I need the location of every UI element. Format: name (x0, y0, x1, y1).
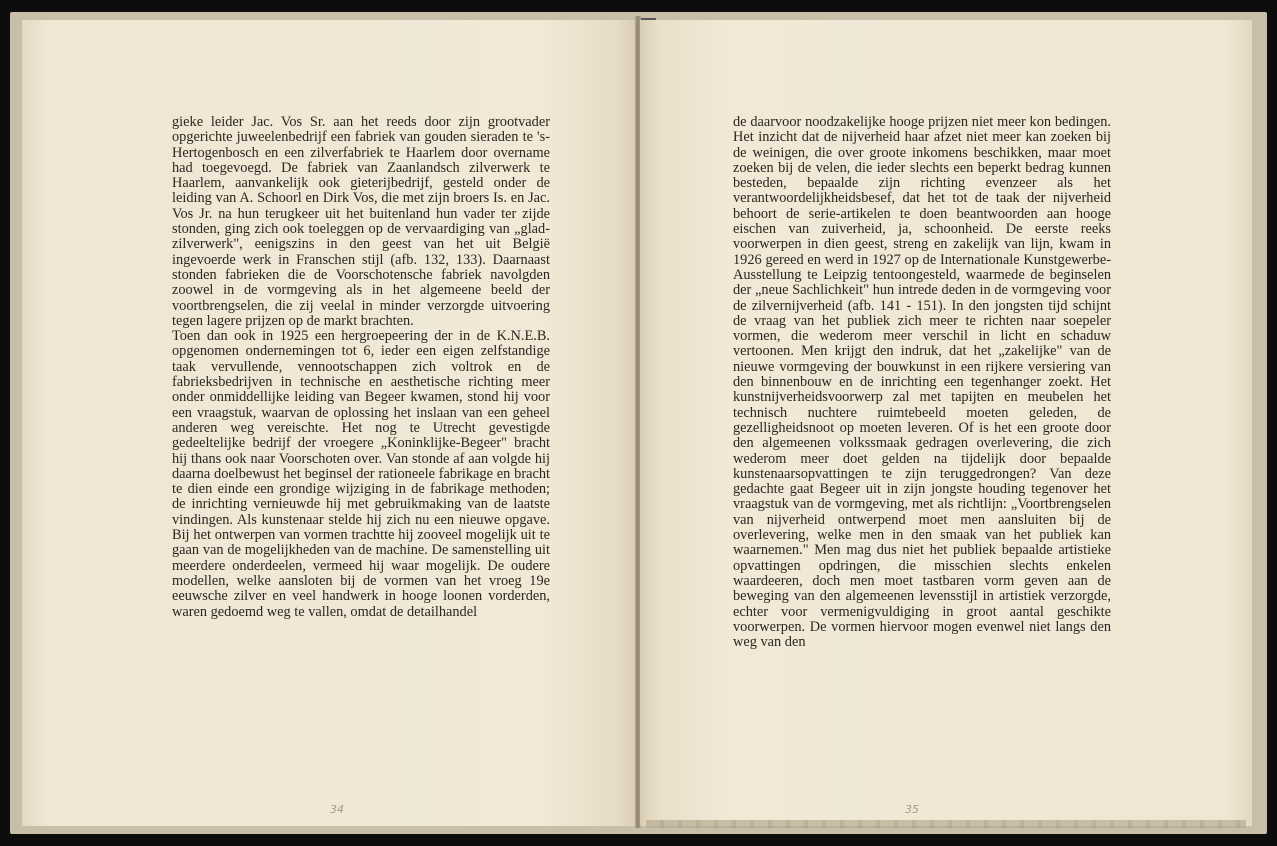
right-page-text (733, 115, 1111, 650)
page-bottom-edge (646, 820, 1246, 828)
page-number: 35 (905, 803, 919, 816)
left-page (22, 20, 636, 826)
paragraph: gieke leider Jac. Vos Sr. aan het reeds door zijn grootvader opgerichte juweelenbedrijf een fabriek van gouden sieraden te 's-Hertogenbosch en een zilverfabriek te Haarlem door overname had toegevoegd. De fabriek van Zaanlandsch zilverwerk te Haarlem, aanvankelijk ook gieterijbedrijf, gesteld onder de leiding van A. Schoorl en Dirk Vos, die met zijn broers Is. en Jac. Vos Jr. na hun terugkeer uit het buitenland hun vader ter zijde stonden, ging zich ook toeleggen op de vervaardiging van „glad-zilverwerk", eenigszins in den geest van het uit België ingevoerde werk in Franschen stijl (afb. 132, 133). Daarnaast stonden fabrieken die de Voorschotensche fabriek navolgden zoowel in de vormgeving als in het algemeene beeld der voortbrengselen, die zij veelal in minder verzorgde uitvoering tegen lagere prijzen op de markt brachten. (172, 114, 550, 329)
left-page-text (172, 115, 550, 620)
right-page (640, 20, 1252, 826)
paragraph: de daarvoor noodzakelijke hooge prijzen niet meer kon bedingen. Het inzicht dat de nijverheid haar afzet niet meer kan zoeken bij de weinigen, die over groote inkomens beschikken, maar moet zoeken bij de velen, die ieder slechts een beperkt bedrag kunnen besteden, bepaalde zijn richting evenzeer als het verantwoordelijkheidsbesef, dat het tot de taak der nijverheid behoort de serie-artikelen te doen beantwoorden aan hooge eischen van zuiverheid, ja, schoonheid. De eerste reeks voorwerpen in dien geest, streng en zakelijk van lijn, kwam in 1926 gereed en werd in 1927 op de Internationale Kunstgewerbe-Ausstellung te Leipzig tentoongesteld, waarmede de beginselen der „neue Sachlichkeit" hun intrede deden in de vormgeving voor de zilvernijverheid (afb. 141 - 151). In den jongsten tijd schijnt de vraag van het publiek zich meer te richten naar soepeler vormen, die wederom meer verschil in licht en schaduw vertoonen. Men krijgt den indruk, dat het „zakelijke" van de nieuwe vormgeving der bouwkunst in een rijkere versiering van den binnenbouw en de inrichting een tegenhanger zoekt. Het kunstnijverheidsvoorwerp zal met tapijten en meubelen het technisch nuchtere ruimtebeeld moeten geleden, de gezelligheidsnoot op moeten leveren. Of is het een groote door den algemeenen volkssmaak gedragen overlevering, die zich wederom meer doet gelden na tijdelijk door bepaalde kunstenaarsopvattingen te zijn teruggedrongen? Van deze gedachte gaat Begeer uit in zijn jongste houding tegenover het vraagstuk van de vormgeving, met als richtlijn: „Voortbrengselen van nijverheid ontwerpend moet men aansluiten bij de overlevering, welke men in den smaak van het publiek kan waarnemen." Men mag dus niet het publiek bepaalde artistieke opvattingen opdringen, die misschien slechts enkelen waardeeren, doch men moet tastbaren vorm geven aan de beweging van den algemeenen levensstijl in artistiek verzorgde, echter voor vermenigvuldiging in groot aantal geschikte voorwerpen. De vormen hiervoor mogen evenwel niet langs den weg van den (733, 114, 1111, 651)
page-number: 34 (330, 803, 344, 816)
paragraph: Toen dan ook in 1925 een hergroepeering der in de K.N.E.B. opgenomen ondernemingen tot 6, ieder een eigen zelfstandige taak vervullende, vennootschappen zich voltrok en de fabrieksbedrijven in technische en aesthetische richting meer onder onmiddellijke leiding van Begeer kwamen, stond hij voor een vraagstuk, waarvan de oplossing het inslaan van een geheel anderen weg vereischte. Het nog te Utrecht gevestigde gedeeltelijke bedrijf der vroegere „Koninklijke-Begeer" bracht hij thans ook naar Voorschoten over. Van stonde af aan volgde hij daarna doelbewust het beginsel der rationeele fabrikage en bracht te dien einde een grondige wijziging in de fabrikage methoden; de inrichting vernieuwde hij met gebruikmaking van de laatste vindingen. Als kunstenaar stelde hij zich nu een nieuwe opgave. Bij het ontwerpen van vormen trachtte hij zooveel mogelijk uit te gaan van de mogelijkheden van de machine. De samenstelling uit meerdere onderdeelen, vermeed hij waar mogelijk. De oudere modellen, welke aansloten bij de vormen van het vroeg 19e eeuwsche zilver en veel handwerk in hooge loonen vorderden, waren gedoemd weg te vallen, omdat de detailhandel (172, 328, 550, 620)
